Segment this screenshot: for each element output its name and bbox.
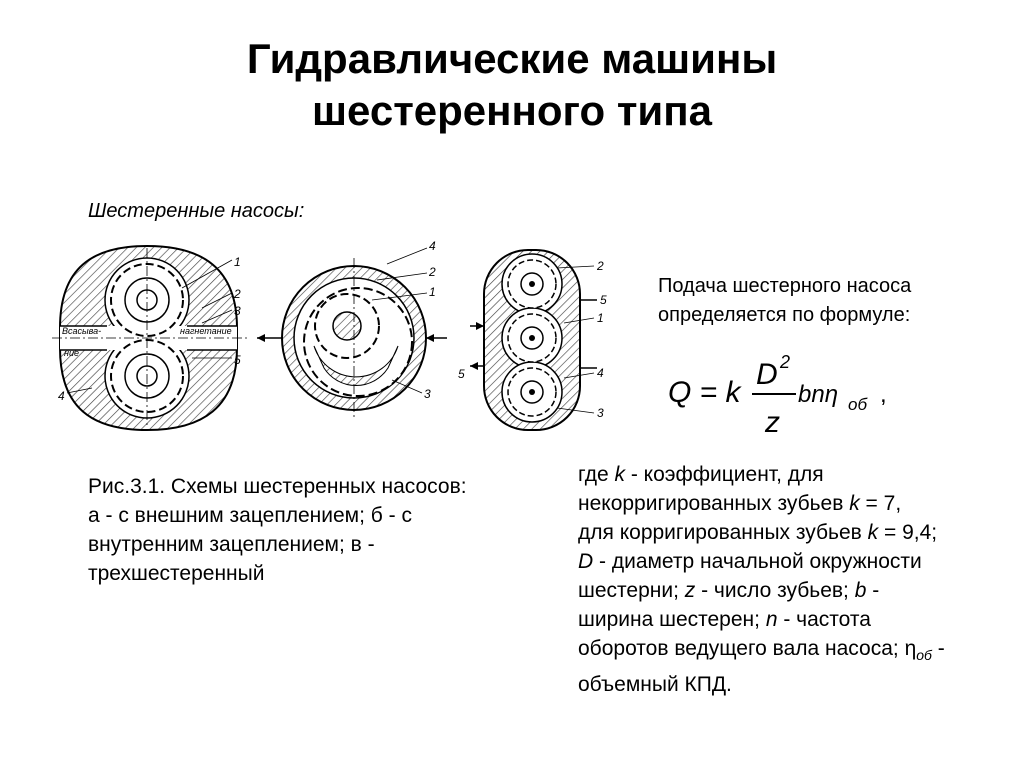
- right-label-3: 3: [597, 406, 604, 420]
- title-line-2: шестеренного типа: [312, 87, 712, 134]
- vars-line-5: шестерни; z - число зубьев; b -: [578, 579, 880, 602]
- variables-description: [578, 460, 1018, 699]
- middle-label-2: 2: [429, 265, 436, 279]
- vars-line-6: ширина шестерен; n - частота: [578, 608, 871, 631]
- three-gear-pump: [458, 250, 607, 430]
- formula-rhs: bnη: [798, 381, 839, 408]
- caption-line-1: Рис.3.1. Схемы шестеренных насосов:: [88, 475, 467, 498]
- vars-line-7: оборотов ведущего вала насоса; $\eta_{об}$ -: [578, 637, 945, 664]
- formula-denominator: z: [765, 406, 780, 439]
- right-label-1: 1: [597, 311, 604, 325]
- vars-line-2: некорригированных зубьев k = 7,: [578, 492, 902, 515]
- vars-line-4: D - диаметр начальной окружности: [578, 550, 922, 573]
- middle-label-4: 4: [429, 239, 436, 253]
- figure-caption: [88, 472, 548, 588]
- left-label-4: 4: [58, 389, 65, 403]
- right-label-2: 2: [597, 259, 604, 273]
- title-line-1: Гидравлические машины: [246, 35, 778, 82]
- left-label-5: 5: [234, 353, 241, 367]
- formula-render: [668, 352, 928, 444]
- formula-tail: ,: [880, 381, 887, 408]
- left-label-2: 2: [234, 287, 241, 301]
- external-gear-pump: [52, 246, 247, 430]
- formula-exponent: 2: [780, 352, 791, 372]
- gear-pump-figure: [52, 238, 622, 438]
- outlet-label: нагнетание: [180, 326, 232, 336]
- inlet-label: Всасыва-: [62, 326, 102, 336]
- formula-intro: [658, 272, 911, 330]
- flow-formula: [668, 352, 928, 444]
- slide-title: [0, 33, 1024, 137]
- formula-intro-line-1: Подача шестерного насоса: [658, 275, 912, 297]
- caption-line-2: а - с внешним зацеплением; б - с: [88, 504, 412, 527]
- middle-label-3: 3: [424, 387, 431, 401]
- vars-line-1: где k - коэффициент, для: [578, 463, 824, 486]
- right-label-5b: 5: [458, 367, 465, 381]
- caption-line-3: внутренним зацеплением; в -: [88, 533, 375, 556]
- vars-line-8: объемный КПД.: [578, 673, 732, 697]
- vars-line-3: для корригированных зубьев k = 9,4;: [578, 521, 938, 544]
- gear-pump-schematics: [52, 238, 622, 438]
- inlet-label-2: ние: [64, 348, 79, 358]
- formula-numerator: D: [756, 358, 778, 391]
- left-label-1: 1: [234, 255, 241, 269]
- section-subtitle: Шестеренные насосы:: [88, 200, 305, 222]
- left-label-3: 3: [234, 304, 241, 318]
- internal-gear-pump: [257, 239, 447, 418]
- right-label-5a: 5: [600, 293, 607, 307]
- middle-label-1: 1: [429, 285, 436, 299]
- right-label-4: 4: [597, 366, 604, 380]
- formula-intro-line-2: определяется по формуле:: [658, 304, 911, 326]
- formula-subscript: об: [848, 395, 868, 414]
- caption-line-4: трехшестеренный: [88, 562, 265, 585]
- formula-lhs: Q = k: [668, 376, 741, 409]
